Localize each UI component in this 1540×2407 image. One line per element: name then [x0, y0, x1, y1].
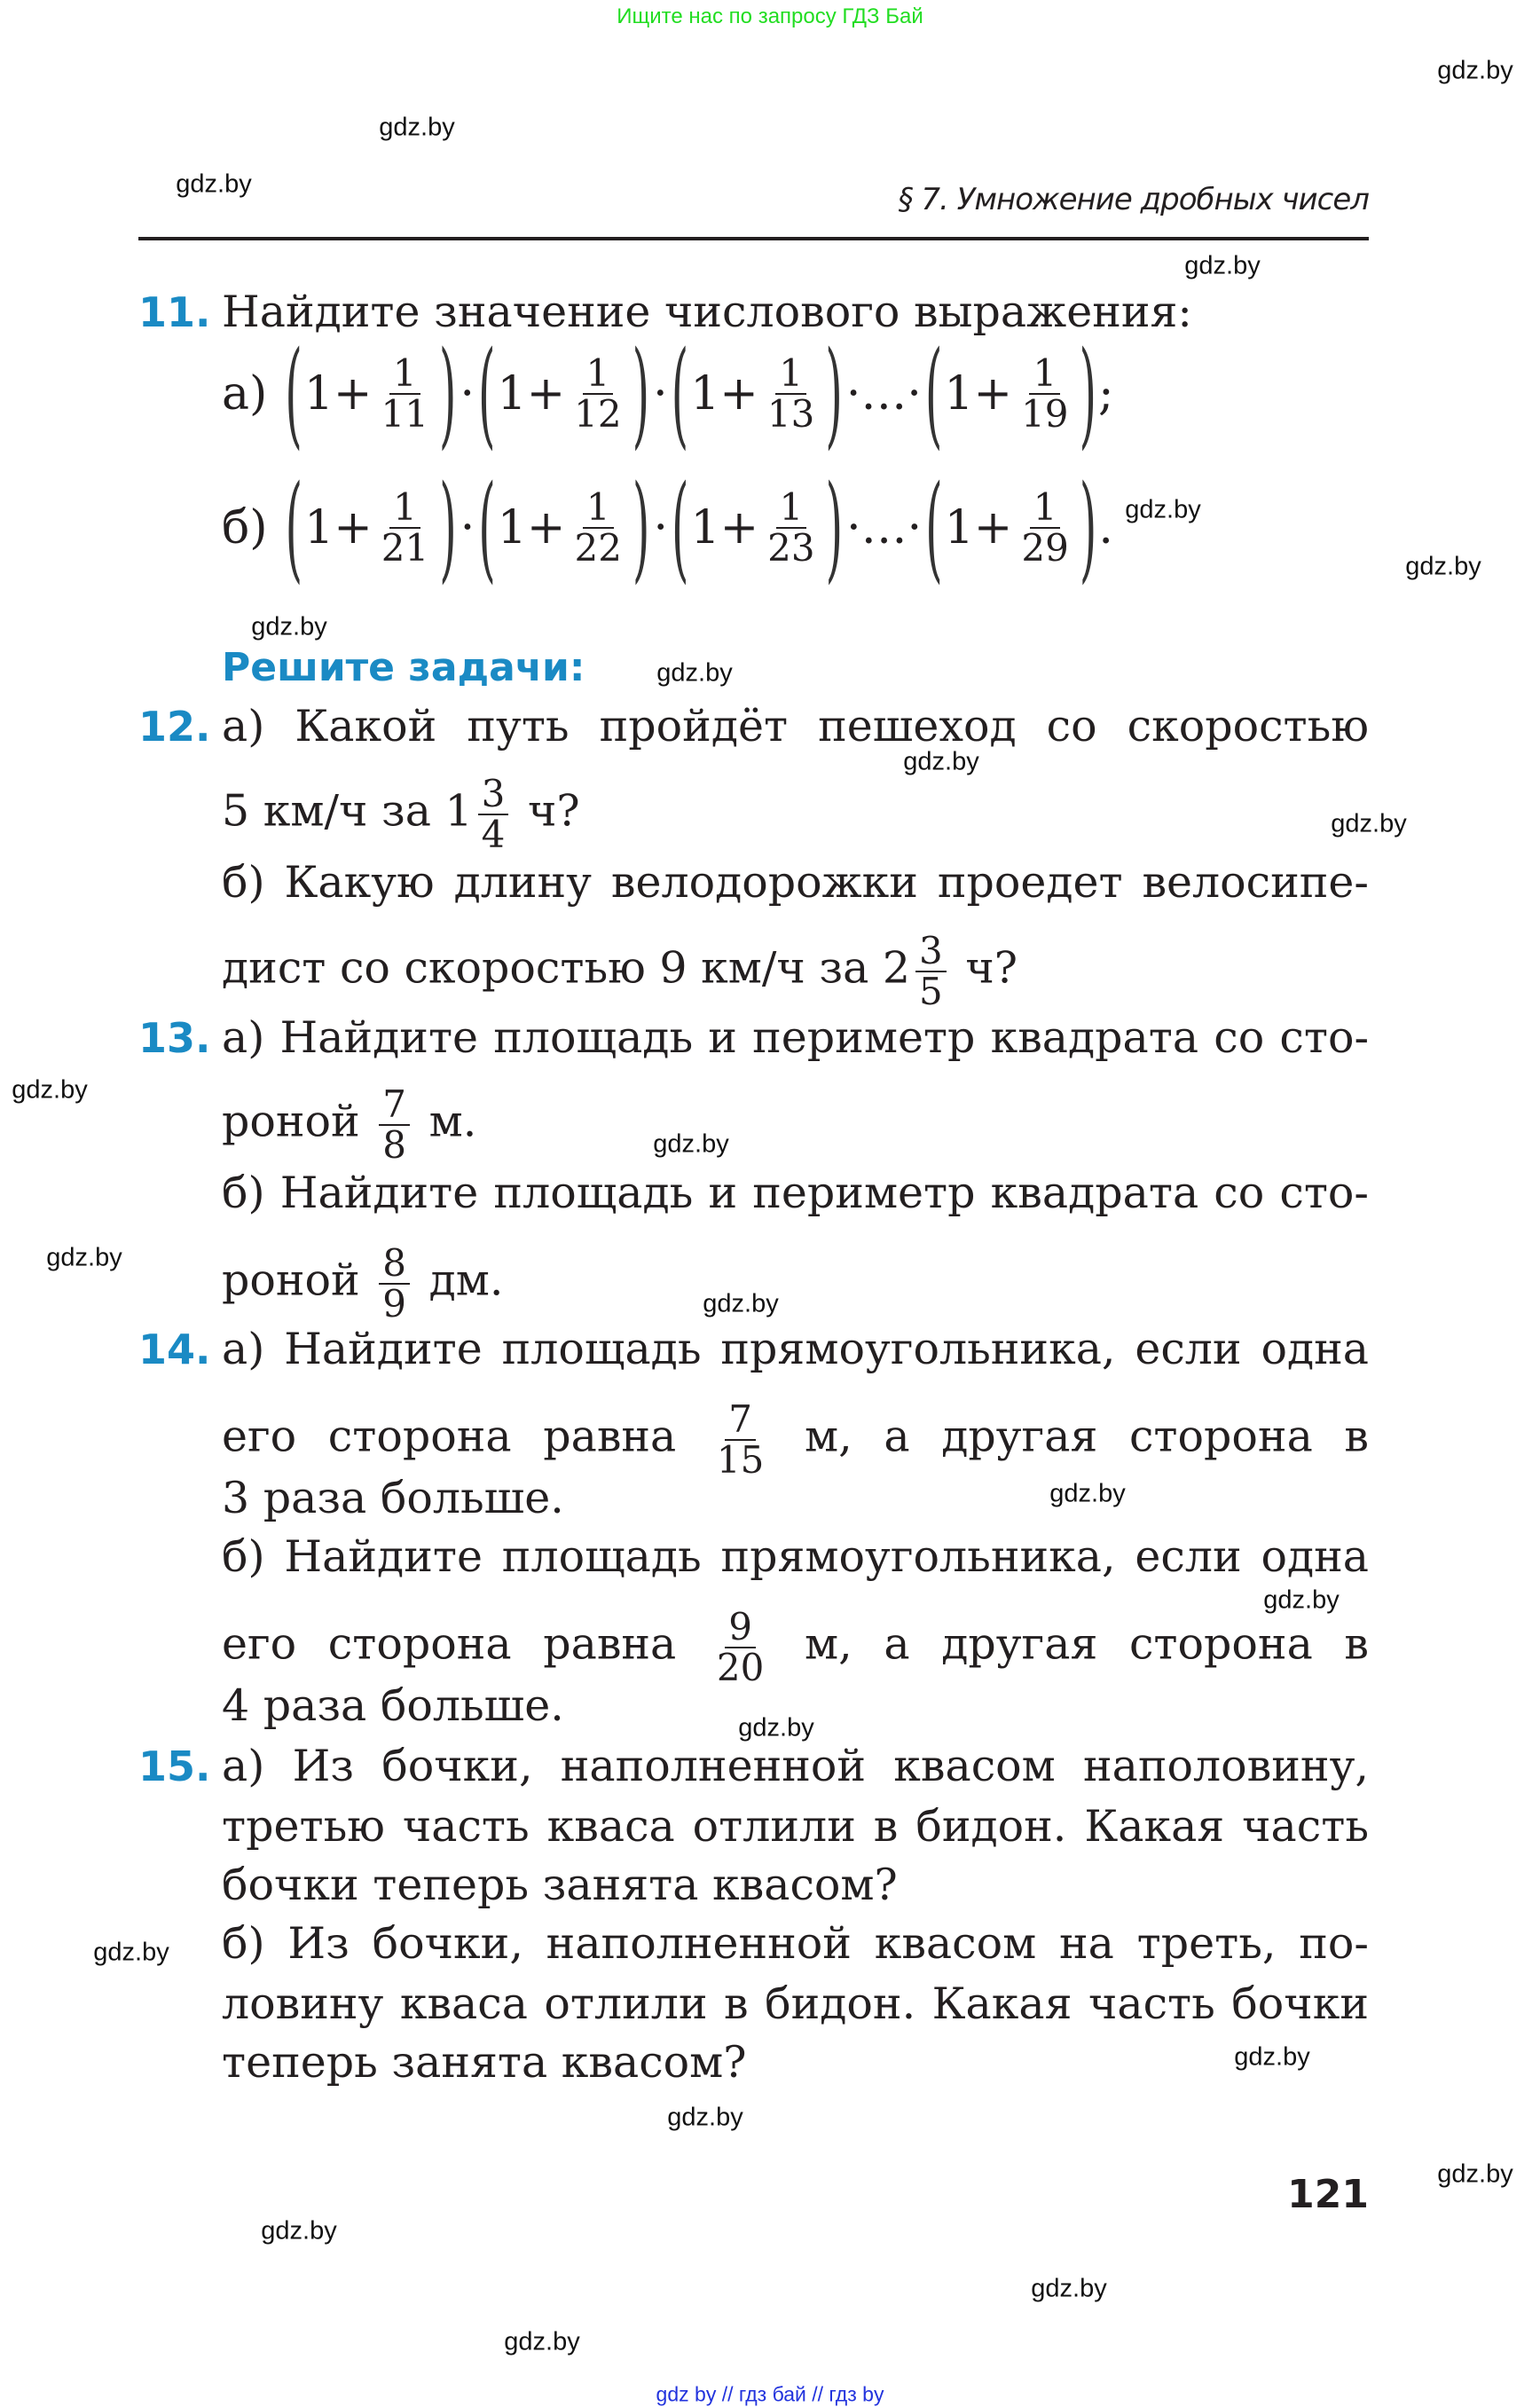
watermark: gdz.by [1031, 2274, 1107, 2303]
problem-12a-line: а) Какой путь пройдёт пешеход со скоростью [222, 701, 1369, 751]
watermark: gdz.by [176, 169, 252, 199]
watermark: gdz.by [46, 1243, 122, 1272]
watermark: gdz.by [653, 1129, 729, 1159]
problem-15-line: теперь занята квасом? [222, 2037, 747, 2088]
problem-13a-line: роной $\frac{7}{8}$ м. [222, 1082, 477, 1167]
problem-13a-line: а) Найдите площадь и периметр квадрата со сто- [222, 1012, 1369, 1063]
watermark: gdz.by [1184, 251, 1261, 280]
expression-b-label: б) [222, 501, 268, 555]
watermark: gdz.by [1234, 2042, 1310, 2072]
watermark: gdz.by [504, 2327, 580, 2356]
factor: ( 1 + $\frac{1}{23}$ ) [671, 460, 844, 595]
factor: ( 1 + $\frac{1}{22}$ ) [478, 460, 650, 595]
factor: ( 1 + $\frac{1}{12}$ ) [477, 326, 650, 461]
watermark: gdz.by [93, 1938, 169, 1967]
factor: ( 1 + $\frac{1}{19}$ ) [924, 326, 1097, 461]
watermark: gdz.by [903, 747, 979, 776]
problem-number-12: 12. [138, 703, 211, 751]
problem-14b-line: б) Найдите площадь прямоугольника, если одна [222, 1531, 1369, 1582]
bottom-ad-text: gdz by // гдз бай // гдз by [656, 2382, 884, 2406]
factor: ( 1 + $\frac{1}{13}$ ) [671, 326, 843, 461]
watermark: gdz.by [1263, 1585, 1340, 1615]
problem-number-15: 15. [138, 1742, 211, 1790]
factor: ( 1 + $\frac{1}{21}$ ) [285, 460, 457, 595]
watermark: gdz.by [12, 1075, 88, 1105]
watermark: gdz.by [261, 2216, 337, 2246]
expression-a: а) ( 1 + $\frac{1}{11}$ ) · ( 1 + $\frac{1}{12}$ ) · ( 1 + $\frac{1}{13}$ ) ·…· ( 1 + $\frac{1}{19}$ ) ; [222, 326, 1114, 461]
watermark: gdz.by [656, 658, 733, 688]
page-number: 121 [1287, 2172, 1369, 2217]
watermark: gdz.by [1437, 56, 1513, 85]
watermark: gdz.by [379, 113, 455, 142]
problem-14a-line: 3 раза больше. [222, 1473, 564, 1523]
problem-13b-line: роной $\frac{8}{9}$ дм. [222, 1241, 504, 1325]
problem-14a-line: его сторона равна $\frac{7}{15}$ м, а другая сторона в [222, 1397, 1370, 1482]
problem-12a-line: 5 км/ч за 1 $\frac{3}{4}$ ч? [222, 772, 580, 856]
expression-b: б) ( 1 + $\frac{1}{21}$ ) · ( 1 + $\frac{1}{22}$ ) · ( 1 + $\frac{1}{23}$ ) ·…· ( 1 + $\frac{1}{29}$ ) . [222, 460, 1113, 595]
solve-heading: Решите задачи: [222, 645, 585, 690]
problem-14a-line: а) Найдите площадь прямоугольника, если одна [222, 1324, 1369, 1374]
problem-12b-line: б) Какую длину велодорожки проедет велосипе- [222, 857, 1369, 908]
problem-15-line: б) Из бочки, наполненной квасом на треть, по- [222, 1918, 1369, 1969]
watermark: gdz.by [703, 1289, 779, 1318]
problem-number-11: 11. [138, 288, 211, 336]
problem-11-text: Найдите значение числового выражения: [222, 287, 1192, 337]
section-header: § 7. Умножение дробных чисел [898, 182, 1369, 217]
problem-13b-line: б) Найдите площадь и периметр квадрата со сто- [222, 1168, 1369, 1218]
problem-15-line: ловину кваса отлили в бидон. Какая часть бочки [222, 1978, 1369, 2029]
problem-12b-line: дист со скоростью 9 км/ч за 2 $\frac{3}{5}$ ч? [222, 929, 1018, 1013]
header-rule [138, 237, 1369, 240]
watermark: gdz.by [1331, 809, 1407, 838]
watermark: gdz.by [1049, 1479, 1126, 1508]
watermark: gdz.by [1405, 552, 1481, 581]
problem-number-14: 14. [138, 1325, 211, 1373]
problem-number-13: 13. [138, 1014, 211, 1062]
watermark: gdz.by [1437, 2159, 1513, 2189]
factor: ( 1 + $\frac{1}{11}$ ) [285, 326, 457, 461]
watermark: gdz.by [667, 2103, 743, 2132]
factor: ( 1 + $\frac{1}{29}$ ) [925, 460, 1097, 595]
top-ad-text: Ищите нас по запросу ГДЗ Бай [617, 4, 923, 28]
watermark: gdz.by [738, 1713, 814, 1742]
watermark: gdz.by [1125, 495, 1201, 524]
problem-15-line: бочки теперь занята квасом? [222, 1860, 898, 1910]
problem-15-line: третью часть кваса отлили в бидон. Какая часть [222, 1801, 1369, 1852]
expression-a-label: а) [222, 367, 268, 421]
problem-15-line: а) Из бочки, наполненной квасом наполовину, [222, 1741, 1369, 1791]
watermark: gdz.by [251, 612, 327, 641]
problem-14b-line: его сторона равна $\frac{9}{20}$ м, а другая сторона в [222, 1605, 1370, 1689]
problem-14b-line: 4 раза больше. [222, 1680, 564, 1731]
